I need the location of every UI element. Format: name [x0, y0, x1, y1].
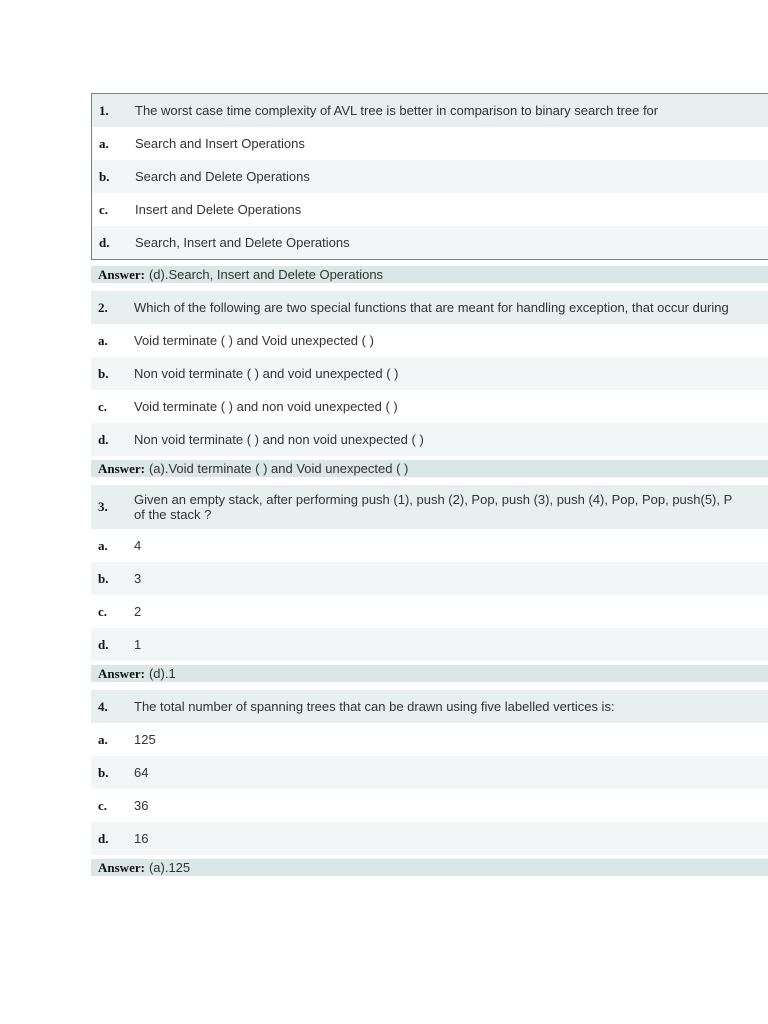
option-text: 16 — [134, 831, 149, 846]
option-row-d — [91, 822, 768, 855]
option-row-d — [91, 628, 768, 661]
option-letter: c. — [98, 398, 108, 414]
option-text: Search, Insert and Delete Operations — [135, 235, 350, 250]
option-text: Search and Insert Operations — [135, 136, 305, 151]
question-block-1 — [91, 93, 768, 283]
option-text: Non void terminate ( ) and non void unexpected ( ) — [134, 432, 424, 447]
answer-text: (a).Void terminate ( ) and Void unexpected ( ) — [148, 461, 409, 476]
question-row — [91, 690, 768, 723]
option-text: Search and Delete Operations — [135, 169, 310, 184]
question-number: 4. — [98, 698, 108, 714]
question-block-3 — [91, 485, 768, 682]
answer-label: Answer: — [98, 859, 145, 875]
question-box — [91, 93, 768, 260]
option-row-a — [91, 723, 768, 756]
question-text: The worst case time complexity of AVL tree is better in comparison to binary search tree for — [135, 103, 659, 118]
option-row-b — [91, 562, 768, 595]
option-letter: a. — [99, 135, 109, 151]
option-letter: d. — [98, 830, 109, 846]
option-row-b — [92, 160, 768, 193]
answer-row — [91, 266, 768, 283]
answer-row — [91, 460, 768, 477]
option-row-c — [91, 789, 768, 822]
question-block-2 — [91, 291, 768, 477]
option-text: Void terminate ( ) and non void unexpected ( ) — [134, 399, 398, 414]
question-text — [134, 492, 768, 522]
option-letter: b. — [98, 365, 109, 381]
option-text: 1 — [134, 637, 142, 652]
answer-label: Answer: — [98, 665, 145, 681]
answer-text: (d).Search, Insert and Delete Operations — [148, 267, 384, 282]
question-text-line: of the stack ? — [134, 507, 212, 522]
option-row-b — [91, 357, 768, 390]
option-letter: c. — [99, 201, 109, 217]
option-row-a — [91, 324, 768, 357]
question-text: Which of the following are two special functions that are meant for handling exception, that occur during — [134, 300, 729, 315]
option-letter: d. — [99, 234, 110, 250]
option-row-a — [92, 127, 768, 160]
option-text: Non void terminate ( ) and void unexpected ( ) — [134, 366, 399, 381]
answer-row — [91, 665, 768, 682]
option-letter: c. — [98, 797, 108, 813]
option-text: 4 — [134, 538, 142, 553]
answer-text: (a).125 — [148, 860, 191, 875]
option-row-c — [91, 595, 768, 628]
question-number: 1. — [99, 102, 109, 118]
answer-label: Answer: — [98, 460, 145, 476]
option-row-a — [91, 529, 768, 562]
question-row — [91, 485, 768, 529]
question-row — [92, 94, 768, 127]
question-row — [91, 291, 768, 324]
answer-text: (d).1 — [148, 666, 176, 681]
option-letter: b. — [99, 168, 110, 184]
question-number: 3. — [98, 499, 108, 514]
answer-row — [91, 859, 768, 876]
option-text: Insert and Delete Operations — [135, 202, 302, 217]
answer-label: Answer: — [98, 266, 145, 282]
option-letter: d. — [98, 431, 109, 447]
option-text: 125 — [134, 732, 156, 747]
question-text-line: Given an empty stack, after performing push (1), push (2), Pop, push (3), push (4), Pop, Pop, push(5), P — [134, 492, 733, 507]
option-letter: b. — [98, 570, 109, 586]
option-text: 36 — [134, 798, 149, 813]
question-block-4 — [91, 690, 768, 876]
option-row-c — [91, 390, 768, 423]
quiz-document — [91, 93, 768, 884]
option-row-b — [91, 756, 768, 789]
option-text: 64 — [134, 765, 149, 780]
option-text: 3 — [134, 571, 142, 586]
option-letter: b. — [98, 764, 109, 780]
option-letter: a. — [98, 731, 108, 747]
option-letter: a. — [98, 332, 108, 348]
option-row-c — [92, 193, 768, 226]
question-number: 2. — [98, 299, 108, 315]
option-text: Void terminate ( ) and Void unexpected ( ) — [134, 333, 374, 348]
option-row-d — [91, 423, 768, 456]
option-letter: c. — [98, 603, 108, 619]
question-text: The total number of spanning trees that can be drawn using five labelled vertices is: — [134, 699, 615, 714]
option-letter: d. — [98, 636, 109, 652]
option-letter: a. — [98, 537, 108, 553]
option-row-d — [92, 226, 768, 259]
option-text: 2 — [134, 604, 142, 619]
